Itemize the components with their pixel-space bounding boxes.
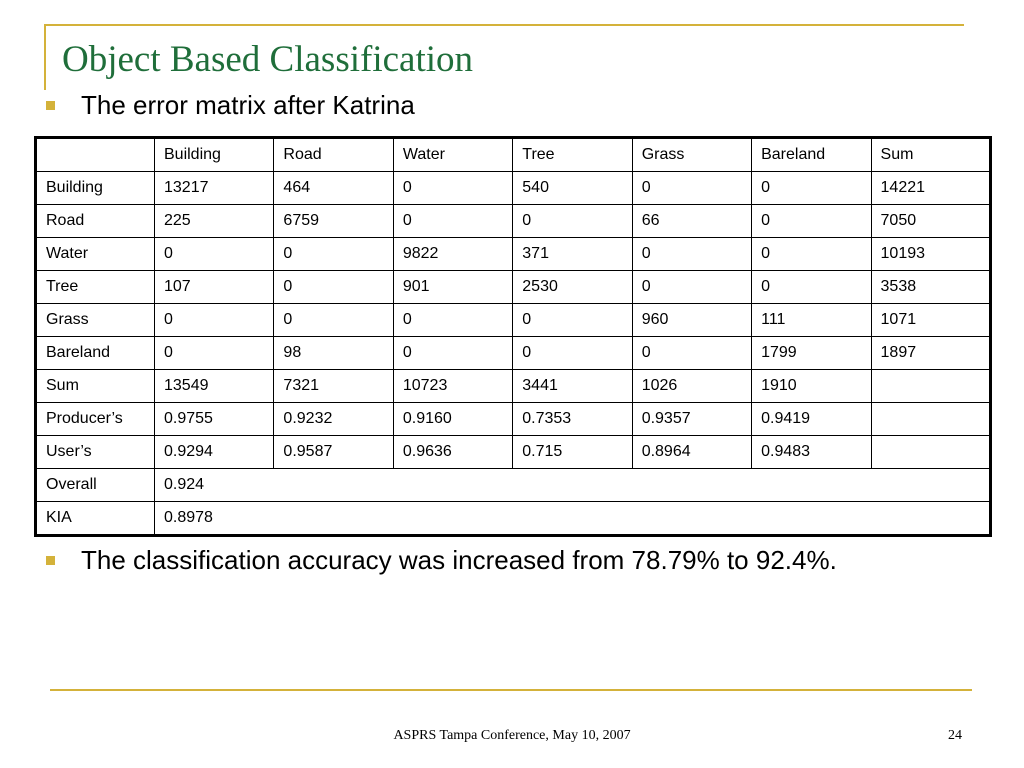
row-label-cell: Grass [36,304,155,337]
table-row [36,436,991,469]
header-cell: Sum [871,138,990,172]
table-cell: 0 [155,238,274,271]
table-cell: 0 [752,172,871,205]
table-cell: 6759 [274,205,393,238]
table-cell: 9822 [393,238,512,271]
table-cell: 0 [274,238,393,271]
slide-title: Object Based Classification [62,39,474,80]
row-label-cell: Producer’s [36,403,155,436]
table-cell: 0.9755 [155,403,274,436]
bullet-text-2: The classification accuracy was increased from 78.79% to 92.4%. [81,545,837,575]
table-cell: 1071 [871,304,990,337]
table-cell: 1897 [871,337,990,370]
table-cell: 540 [513,172,632,205]
table-cell: 1910 [752,370,871,403]
table-cell: 0 [274,271,393,304]
row-label-cell: Sum [36,370,155,403]
table-cell: 0.9232 [274,403,393,436]
row-label-cell: KIA [36,502,155,536]
row-label-cell: User’s [36,436,155,469]
table-cell: 0 [752,205,871,238]
table-cell [871,370,990,403]
table-cell: 0.7353 [513,403,632,436]
table-cell: 0 [632,337,751,370]
header-cell: Building [155,138,274,172]
table-row [36,238,991,271]
table-cell: 3441 [513,370,632,403]
table-cell: 960 [632,304,751,337]
table-row [36,403,991,436]
error-matrix-table [34,136,992,537]
table-cell: 0 [632,172,751,205]
table-cell: 0.9483 [752,436,871,469]
table-cell: 0.9587 [274,436,393,469]
table-cell: 0.9636 [393,436,512,469]
table-cell: 0 [393,337,512,370]
table-cell: 0.9294 [155,436,274,469]
header-cell: Road [274,138,393,172]
table-row [36,172,991,205]
table-cell: 0 [155,337,274,370]
table-cell: 2530 [513,271,632,304]
table-cell: 225 [155,205,274,238]
row-label-cell: Bareland [36,337,155,370]
table-cell: 7050 [871,205,990,238]
row-label-cell: Road [36,205,155,238]
table-cell: 7321 [274,370,393,403]
table-cell: 0 [513,337,632,370]
bullet-item-2 [46,545,837,576]
table-cell: 14221 [871,172,990,205]
square-bullet-icon [46,556,55,565]
bullet-text-1: The error matrix after Katrina [81,90,415,120]
title-frame-left-rule [44,24,46,90]
table-row [36,271,991,304]
table-cell: 1026 [632,370,751,403]
table-cell: 0 [393,205,512,238]
table-row [36,205,991,238]
table-cell: 0.715 [513,436,632,469]
overall-value-cell: 0.924 [155,469,991,502]
row-label-cell: Water [36,238,155,271]
table-cell: 0 [393,172,512,205]
overall-row [36,469,991,502]
kia-value-cell: 0.8978 [155,502,991,536]
table-cell: 0 [513,304,632,337]
footer-rule [50,689,972,691]
table-row [36,304,991,337]
table-cell: 0.9160 [393,403,512,436]
table-cell: 10193 [871,238,990,271]
row-label-cell: Tree [36,271,155,304]
table-cell: 0 [155,304,274,337]
table-cell: 0.8964 [632,436,751,469]
table-cell: 0.9357 [632,403,751,436]
table-cell: 0 [752,271,871,304]
table-cell: 111 [752,304,871,337]
table-cell [871,436,990,469]
table-cell: 98 [274,337,393,370]
table-cell: 0 [632,271,751,304]
table-cell: 901 [393,271,512,304]
table-cell: 0.9419 [752,403,871,436]
bullet-item-1 [46,90,415,121]
table-cell: 464 [274,172,393,205]
footer-conference-text: ASPRS Tampa Conference, May 10, 2007 [393,728,631,743]
table-cell: 0 [274,304,393,337]
header-cell: Tree [513,138,632,172]
table-cell: 10723 [393,370,512,403]
table-cell: 13549 [155,370,274,403]
table-cell: 13217 [155,172,274,205]
table-cell: 0 [393,304,512,337]
row-label-cell: Overall [36,469,155,502]
header-cell: Grass [632,138,751,172]
title-frame-top-rule [44,24,964,26]
header-cell: Water [393,138,512,172]
page-number: 24 [948,728,962,743]
kia-row [36,502,991,536]
table-cell: 66 [632,205,751,238]
square-bullet-icon [46,101,55,110]
table-cell: 3538 [871,271,990,304]
row-label-cell: Building [36,172,155,205]
table-cell: 1799 [752,337,871,370]
header-cell: Bareland [752,138,871,172]
table-cell: 107 [155,271,274,304]
table-row [36,337,991,370]
table-header-row [36,138,991,172]
header-cell [36,138,155,172]
table-cell: 371 [513,238,632,271]
table-cell [871,403,990,436]
table-cell: 0 [513,205,632,238]
table-cell: 0 [752,238,871,271]
table-cell: 0 [632,238,751,271]
table-row [36,370,991,403]
